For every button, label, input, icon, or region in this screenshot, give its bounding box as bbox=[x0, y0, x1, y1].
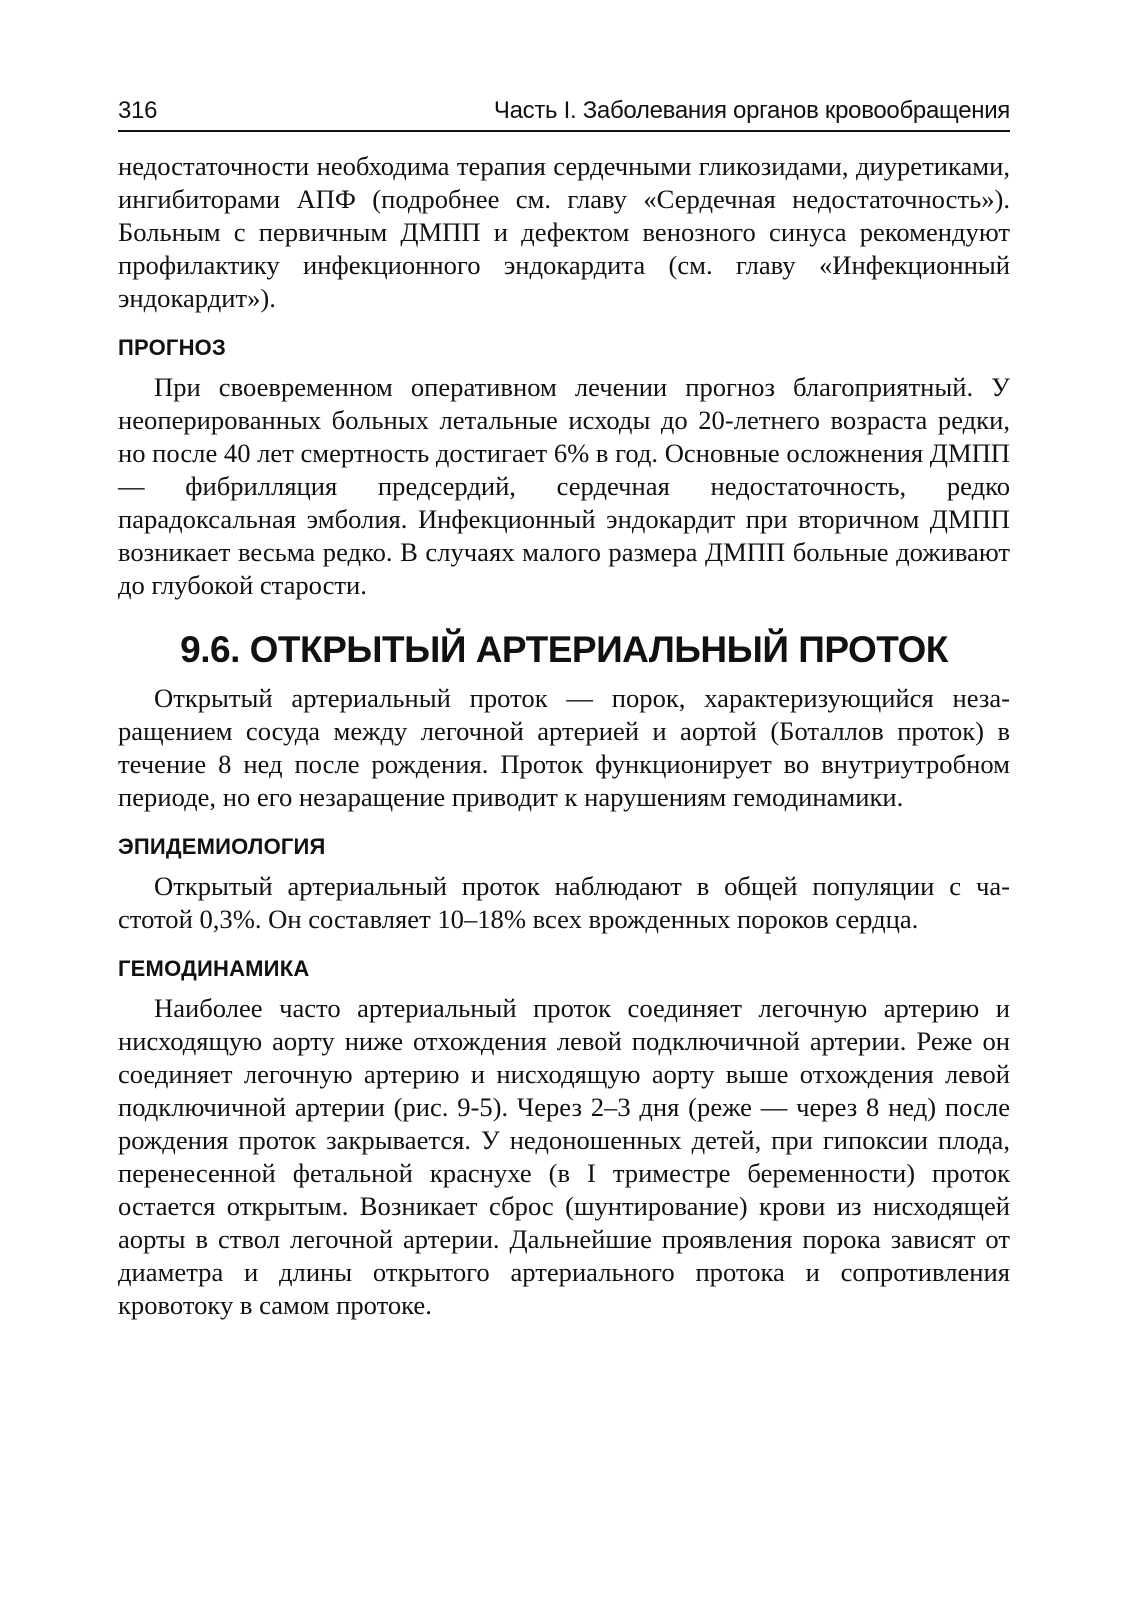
paragraph-prognoz: При своевременном оперативном лечении прогноз благоприятный. У неоперированных больных летальные исходы до 20-летнего возраста редки, но после 40 лет смертность достигает 6% в год. Основные осложнения ДМПП — фибрилляция предсердий, сердечная недостаточность, редко парадоксальная эмболия. Инфекционный эндокардит при вторичном ДМПП возникает весьма редко. В случаях малого размера ДМПП больные доживают до глубокой старости. bbox=[118, 372, 1010, 600]
book-page bbox=[118, 96, 1010, 1322]
running-header bbox=[118, 96, 1010, 132]
paragraph-intro: недостаточности необходима терапия сердечными гликозидами, диуретиками, ингибиторами АПФ (подробнее см. главу «Сердечная недостаточность»). Больным с первичным ДМПП и дефектом венозного синуса рекомендуют профилактику инфекционного эндокардита (см. главу «Инфекционный эндокардит»). bbox=[118, 151, 1010, 313]
paragraph-hemodynamics: Наиболее часто артериальный проток соединяет легочную артерию и нисходящую аорту ниже отхождения левой подключичной артерии. Реже он соединяет легочную артерию и нисходящую аорту выше отхождения левой подключичной артерии (рис. 9-5). Через 2–3 дня (реже — через 8 нед) после рождения проток закрывается. У недоношенных детей, при гипоксии плода, перенесенной фетальной краснухе (в I триместре беременности) проток остается открытым. Возникает сброс (шунтирование) крови из нисходящей аорты в ствол легочной артерии. Дальнейшие проявления порока зависят от диаметра и длины открытого артериального протока и сопротивления кровотоку в самом протоке. bbox=[118, 993, 1010, 1320]
page-content bbox=[118, 150, 1010, 1322]
heading-hemodynamics: ГЕМОДИНАМИКА bbox=[118, 956, 310, 981]
paragraph-epidemiology: Открытый артериальный проток наблюдают в общей популяции с частотой 0,3%. Он составляет 10–18% всех врожденных пороков сердца. bbox=[118, 871, 1010, 934]
heading-epidemiology: ЭПИДЕМИОЛОГИЯ bbox=[118, 834, 326, 859]
paragraph-section-intro: Открытый артериальный проток — порок, характеризующийся незаращением сосуда между легочной артерией и аортой (Боталлов проток) в течение 8 нед после рождения. Проток функционирует во внутриутробном периоде, но его незаращение приводит к нарушениям гемодинамики. bbox=[118, 683, 1010, 812]
page-number: 316 bbox=[118, 97, 158, 124]
section-title: 9.6. ОТКРЫТЫЙ АРТЕРИАЛЬНЫЙ ПРОТОК bbox=[180, 629, 948, 670]
running-title: Часть I. Заболевания органов кровообращения bbox=[493, 97, 1010, 124]
heading-prognoz: ПРОГНОЗ bbox=[118, 335, 226, 360]
